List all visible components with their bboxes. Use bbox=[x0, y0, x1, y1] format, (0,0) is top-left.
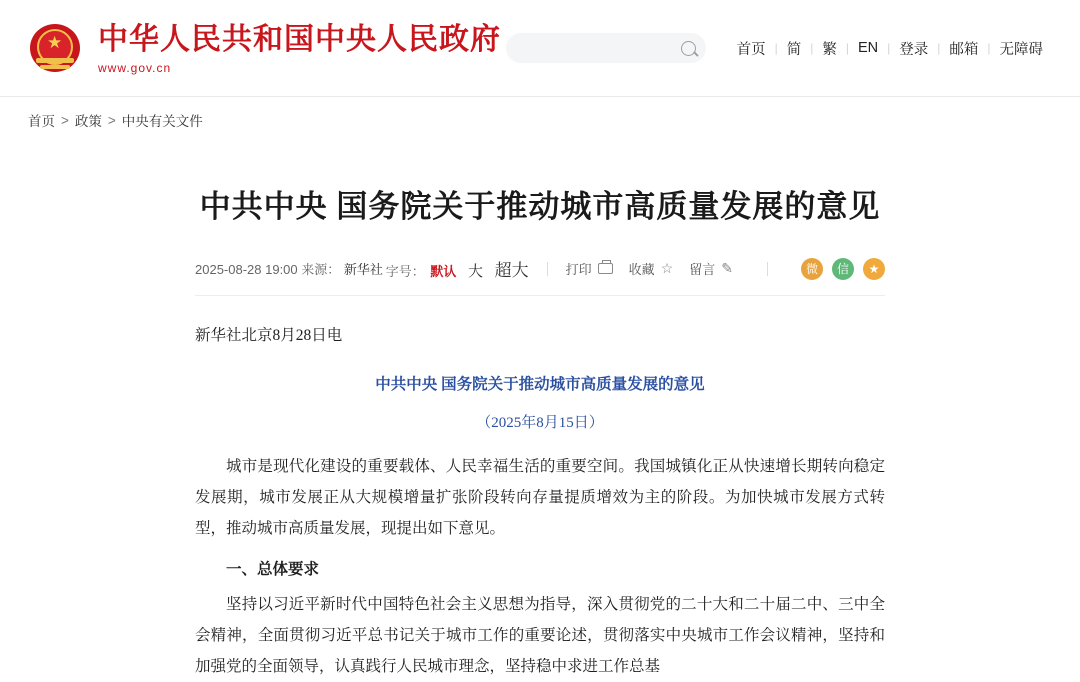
article-body bbox=[195, 296, 885, 682]
print-button[interactable] bbox=[566, 259, 613, 278]
nav-item-login[interactable]: 登录 bbox=[899, 41, 929, 58]
wechat-share-icon[interactable]: 信 bbox=[832, 258, 854, 280]
nav-separator: | bbox=[987, 41, 991, 55]
nav-item-mail[interactable]: 邮箱 bbox=[949, 41, 979, 58]
font-size-extra-large[interactable]: 超大 bbox=[494, 261, 529, 280]
nav-item-accessibility[interactable]: 无障碍 bbox=[999, 41, 1043, 58]
nav-separator: | bbox=[845, 41, 849, 55]
article bbox=[0, 181, 1080, 682]
breadcrumb bbox=[0, 97, 1080, 143]
paragraph: 坚持以习近平新时代中国特色社会主义思想为指导，深入贯彻党的二十大和二十届二中、三中全会精神，全面贯彻习近平总书记关于城市工作的重要论述，贯彻落实中央城市工作会议精神，坚持和加强党的全面领导，认真践行人民城市理念，坚持稳中求进工作总基 bbox=[195, 596, 885, 675]
nav-separator: | bbox=[774, 41, 778, 55]
site-name: 中华人民共和国中央人民政府 bbox=[98, 22, 501, 56]
printer-icon bbox=[598, 263, 613, 274]
divider bbox=[767, 262, 768, 276]
breadcrumb-item-home[interactable]: 首页 bbox=[28, 114, 55, 129]
favorite-label: 收藏 bbox=[628, 262, 655, 277]
comment-label: 留言 bbox=[689, 262, 716, 277]
nav-separator: | bbox=[887, 41, 891, 55]
site-header bbox=[0, 0, 1080, 96]
source-name: 新华社 bbox=[343, 262, 383, 277]
weibo-share-icon[interactable]: 微 bbox=[801, 258, 823, 280]
font-size-large[interactable]: 大 bbox=[468, 263, 484, 280]
star-outline-icon: ☆ bbox=[660, 260, 674, 276]
page-title: 中共中央 国务院关于推动城市高质量发展的意见 bbox=[199, 189, 881, 224]
share-group bbox=[792, 258, 885, 280]
nav-item-home[interactable]: 首页 bbox=[736, 41, 766, 58]
dateline: 新华社北京8月28日电 bbox=[195, 327, 343, 344]
favorite-share-icon[interactable]: ★ bbox=[863, 258, 885, 280]
source-label: 来源： bbox=[301, 262, 341, 277]
font-size-control bbox=[386, 256, 529, 281]
breadcrumb-item-central-documents[interactable]: 中央有关文件 bbox=[121, 114, 203, 129]
divider bbox=[547, 262, 548, 276]
nav-item-simplified[interactable]: 简 bbox=[786, 41, 802, 58]
search-icon[interactable] bbox=[681, 41, 696, 56]
breadcrumb-item-policy[interactable]: 政策 bbox=[74, 114, 102, 129]
national-emblem-icon: ★ bbox=[28, 20, 84, 76]
font-size-label: 字号： bbox=[385, 264, 425, 279]
top-nav bbox=[728, 38, 1052, 59]
nav-separator: | bbox=[810, 41, 814, 55]
site-brand[interactable] bbox=[98, 22, 501, 75]
nav-item-english[interactable]: EN bbox=[857, 40, 879, 56]
print-label: 打印 bbox=[565, 262, 592, 277]
publish-datetime: 2025-08-28 19:00 bbox=[195, 262, 298, 277]
article-meta-tools bbox=[386, 256, 885, 281]
paragraph: 城市是现代化建设的重要载体、人民幸福生活的重要空间。我国城镇化正从快速增长期转向稳定发展期，城市发展正从大规模增量扩张阶段转向存量提质增效为主的阶段。为加快城市发展方式转型，推动城市高质量发展，现提出如下意见。 bbox=[195, 458, 885, 537]
breadcrumb-separator: > bbox=[61, 112, 69, 128]
favorite-button[interactable] bbox=[629, 259, 674, 278]
document-title: 中共中央 国务院关于推动城市高质量发展的意见 bbox=[375, 376, 705, 393]
article-meta-bar bbox=[195, 256, 885, 296]
breadcrumb-separator: > bbox=[107, 112, 116, 128]
header-right bbox=[506, 33, 1052, 63]
font-size-default[interactable]: 默认 bbox=[430, 264, 457, 279]
section-heading: 一、总体要求 bbox=[226, 561, 320, 578]
document-date: （2025年8月15日） bbox=[476, 415, 604, 431]
pencil-icon: ✎ bbox=[721, 260, 733, 276]
search-input[interactable] bbox=[506, 33, 706, 63]
site-url: www.gov.cn bbox=[98, 60, 172, 75]
nav-item-traditional[interactable]: 繁 bbox=[822, 41, 837, 58]
nav-separator: | bbox=[937, 41, 941, 55]
article-meta-left bbox=[195, 259, 383, 278]
comment-button[interactable] bbox=[689, 259, 733, 278]
